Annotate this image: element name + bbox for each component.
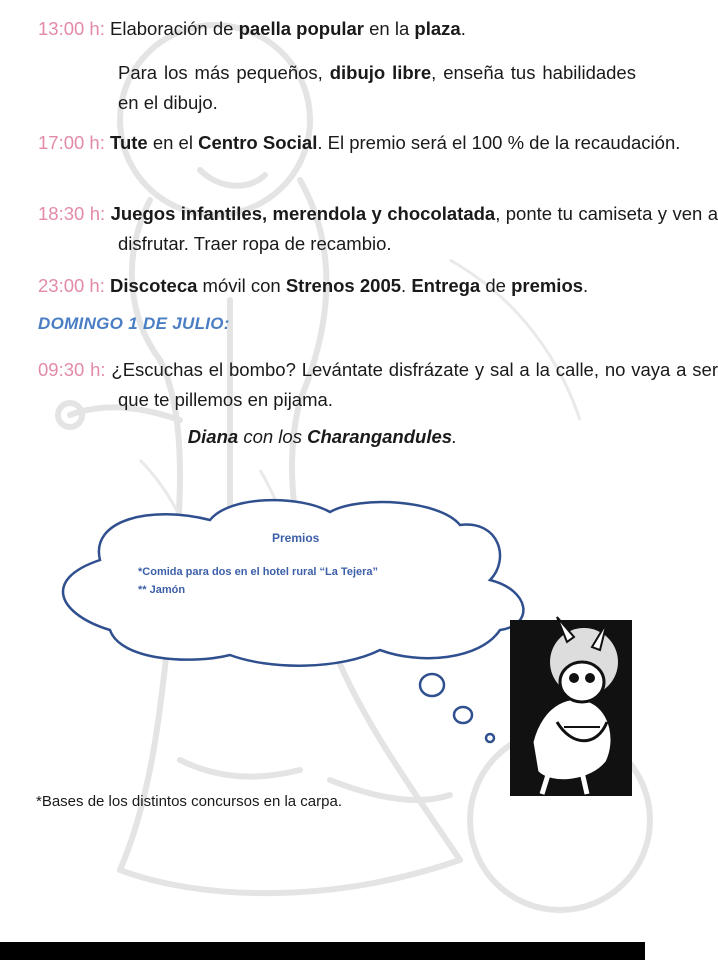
highlight: Charangandules	[307, 426, 453, 447]
prizes-title: Premios	[272, 531, 320, 545]
text: , ponte tu camiseta y ven a disfrutar. Traer ropa de recambio.	[118, 203, 718, 254]
text: Para los más pequeños,	[118, 62, 330, 83]
time-label: 13:00 h:	[38, 18, 105, 39]
highlight: paella popular	[238, 18, 364, 39]
time-label: 18:30 h:	[38, 203, 106, 224]
text: .	[452, 426, 458, 447]
highlight: dibujo libre	[329, 62, 432, 83]
text: en el	[147, 132, 199, 153]
prize-1: *Comida para dos en el hotel rural “La Tejera”	[138, 566, 379, 578]
footnote: *Bases de los distintos concursos en la carpa.	[36, 793, 342, 810]
prize-2: ** Jamón	[138, 584, 186, 596]
donkey-icon	[512, 622, 630, 794]
text: móvil con	[197, 275, 286, 296]
text: . El premio será el 100 % de la recaudación.	[317, 132, 681, 153]
time-label: 17:00 h:	[38, 132, 105, 153]
bottom-bar	[0, 942, 645, 960]
time-label: 23:00 h:	[38, 275, 105, 296]
text: .	[460, 18, 466, 39]
highlight: plaza	[414, 18, 461, 39]
donkey-illustration	[510, 620, 632, 796]
text: .	[401, 275, 412, 296]
section-heading-sunday: DOMINGO 1 DE JULIO:	[38, 314, 230, 333]
text: en la	[364, 18, 415, 39]
highlight: Centro Social	[198, 132, 318, 153]
text: , enseña tus habilidades en el dibujo.	[118, 62, 636, 113]
highlight: Diana	[187, 426, 239, 447]
highlight: Juegos infantiles, merendola y chocolatada	[110, 203, 496, 224]
text: Elaboración de	[104, 18, 239, 39]
text: ¿Escuchas el bombo? Levántate disfrázate y sal a la calle, no vaya a ser que te pillemos en pijama.	[105, 359, 718, 410]
highlight: Strenos 2005	[285, 275, 402, 296]
text: con los	[238, 426, 308, 447]
text: .	[583, 275, 589, 296]
highlight: Discoteca	[110, 275, 198, 296]
highlight: premios	[511, 275, 584, 296]
text: de	[480, 275, 512, 296]
highlight: Tute	[110, 132, 148, 153]
highlight: Entrega	[411, 275, 481, 296]
time-label: 09:30 h:	[38, 359, 106, 380]
